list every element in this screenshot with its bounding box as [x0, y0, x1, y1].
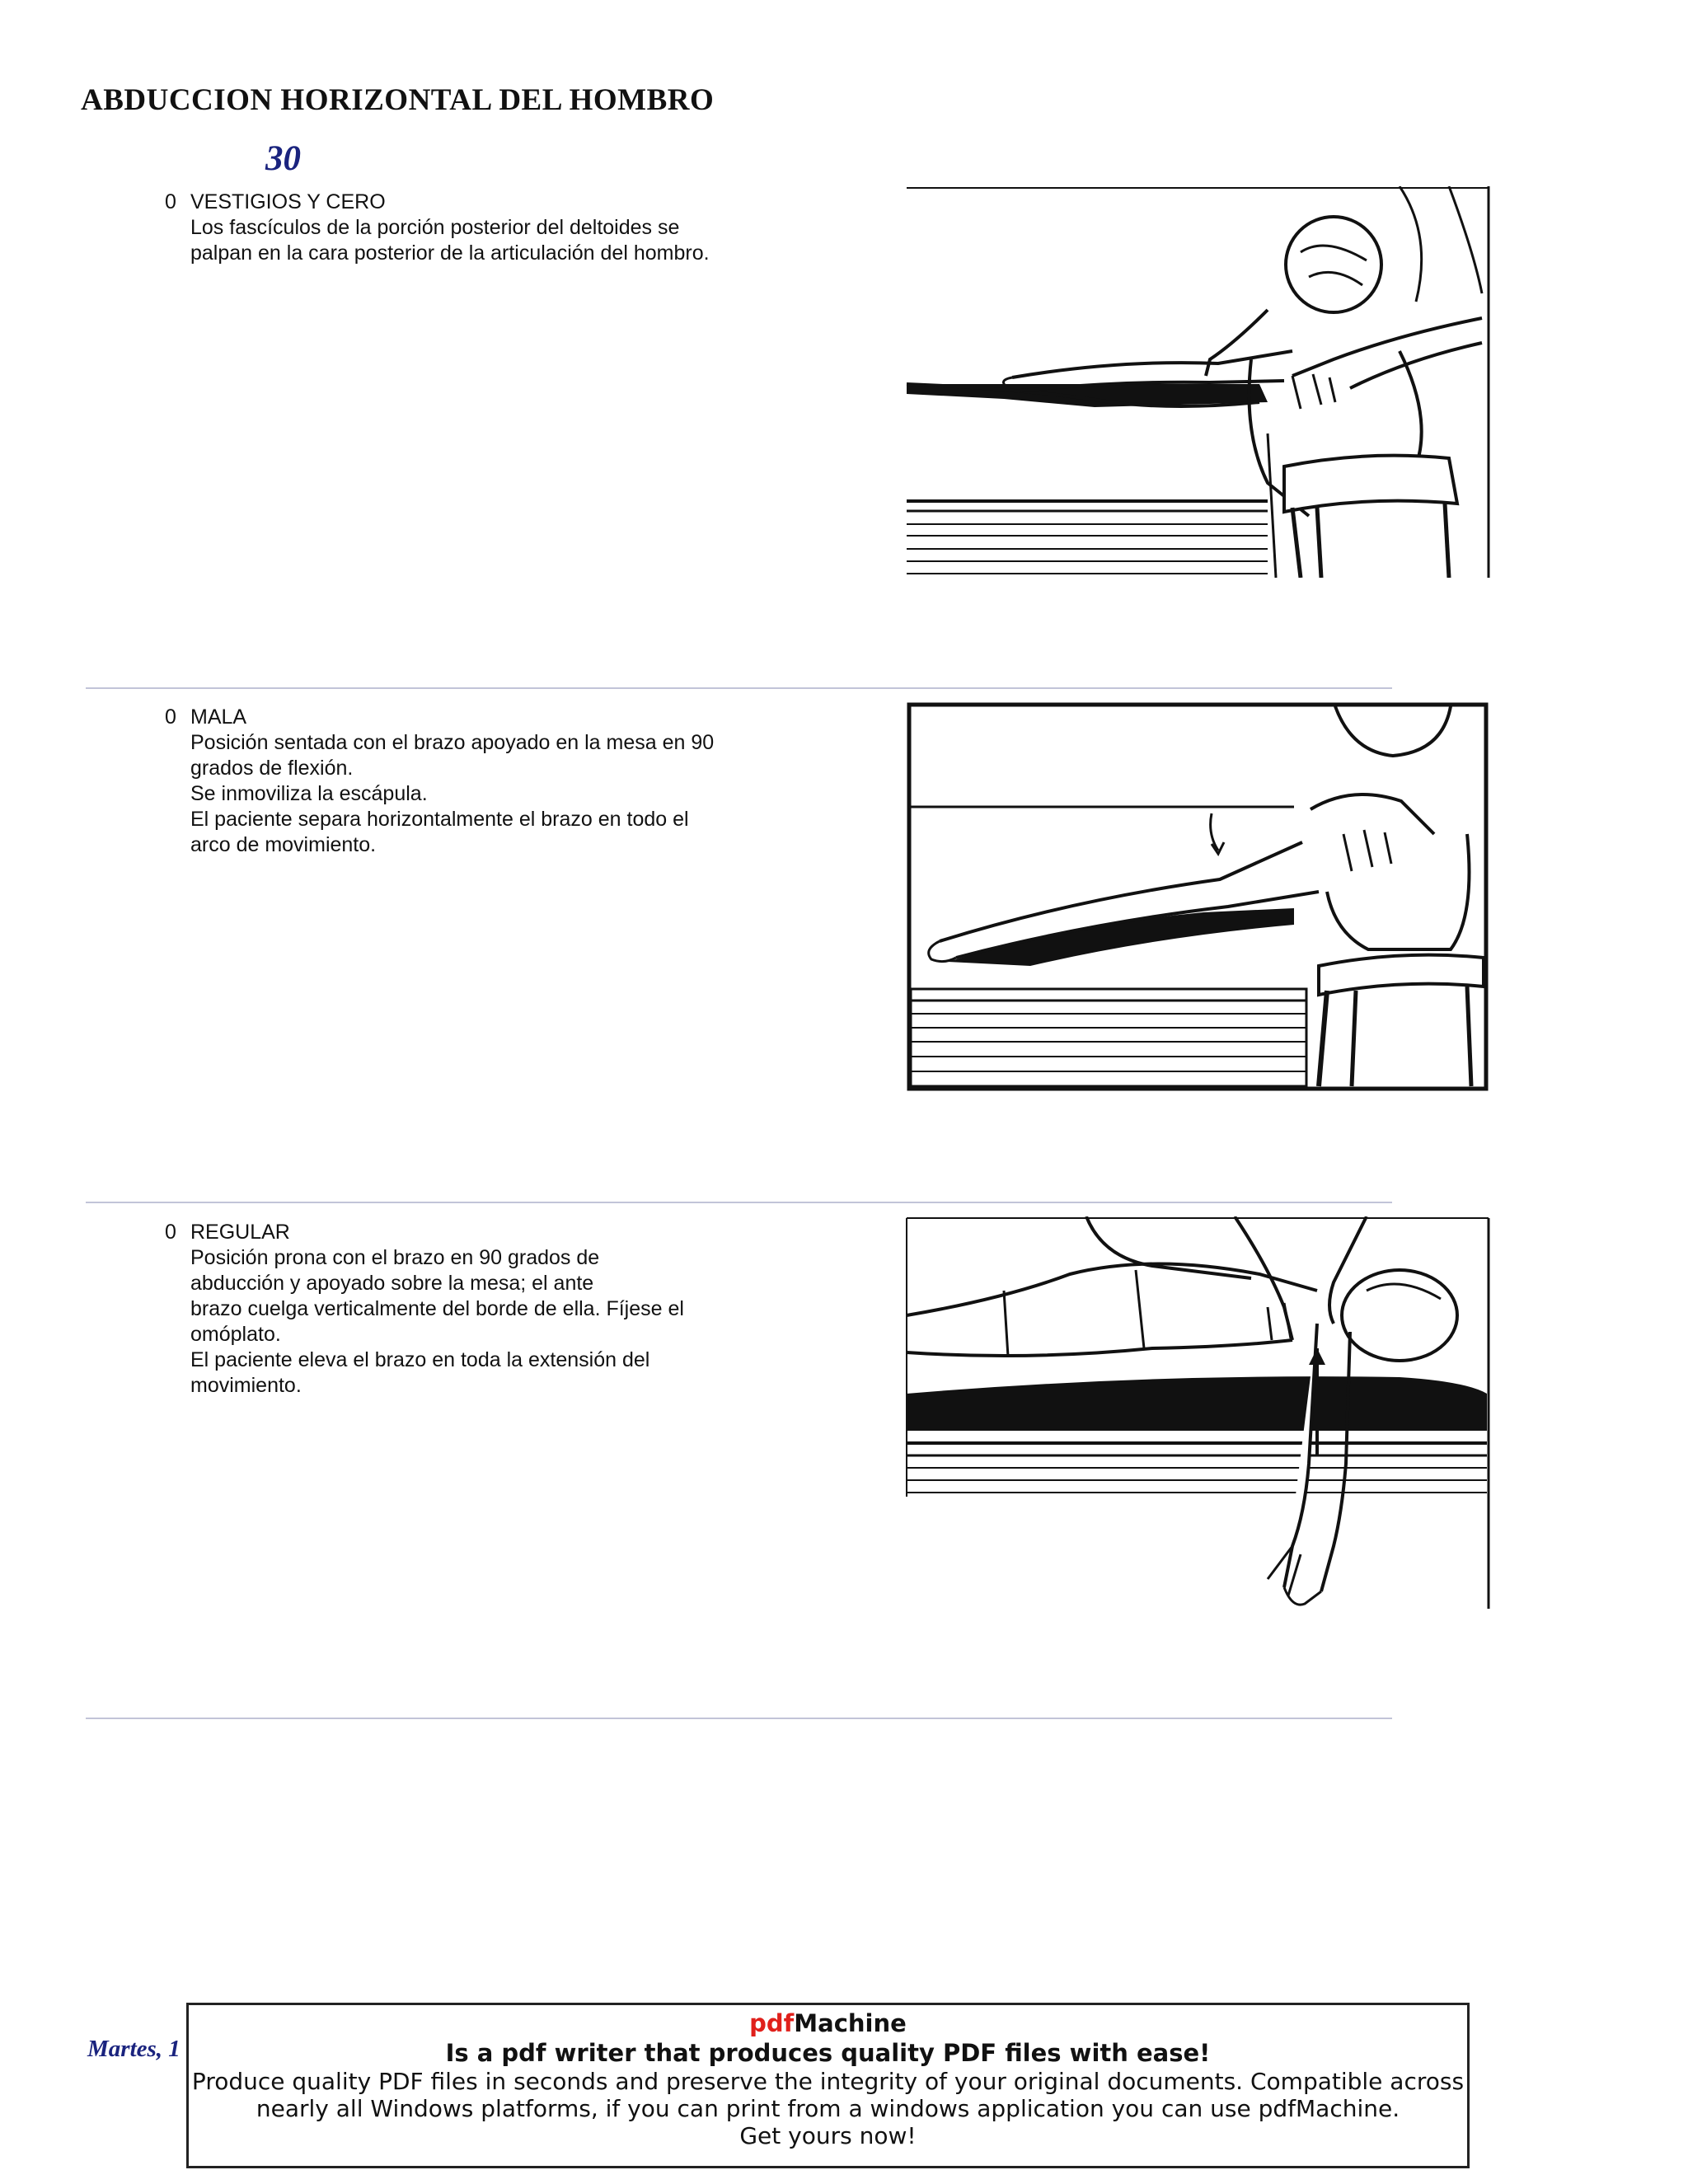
illustration-horizontal-abduction [907, 702, 1489, 1091]
section-vestigios [165, 190, 791, 266]
description-line: El paciente eleva el brazo en toda la extensión del [190, 1348, 650, 1371]
ad-brand-prefix: pdf [749, 2009, 795, 2037]
footer-date: Martes, 1 [87, 2036, 181, 2062]
description-line: omóplato. [190, 1323, 281, 1346]
description-line: Posición sentada con el brazo apoyado en la mesa en 90 [190, 731, 715, 754]
description-line: El paciente separa horizontalmente el brazo en todo el [190, 808, 689, 831]
description-line: Los fascículos de la porción posterior del deltoides se [190, 216, 680, 239]
grade-number: 0 [165, 190, 176, 213]
description-line: Se inmoviliza la escápula. [190, 782, 428, 805]
description-line: brazo cuelga verticalmente del borde de ella. Fíjese el [190, 1297, 684, 1320]
grade-number: 0 [165, 705, 176, 729]
ad-call-to-action[interactable]: Get yours now! [739, 2122, 917, 2149]
ad-body-line: Produce quality PDF files in seconds and preserve the integrity of your original documents. Compatible across [191, 2068, 1465, 2095]
description-line: Posición prona con el brazo en 90 grados de [190, 1246, 600, 1269]
ad-headline: Is a pdf writer that produces quality PDF files with ease! [445, 2039, 1211, 2067]
grade-label: VESTIGIOS Y CERO [190, 190, 386, 213]
page-number: 30 [265, 139, 301, 178]
grade-number: 0 [165, 1221, 176, 1244]
description-line: palpan en la cara posterior de la articulación del hombro. [190, 241, 710, 265]
section-mala [165, 705, 791, 858]
section-divider [86, 687, 1392, 689]
section-regular [165, 1220, 791, 1399]
description-line: abducción y apoyado sobre la mesa; el ante [190, 1272, 594, 1295]
description-line: arco de movimiento. [190, 833, 377, 856]
section-divider [86, 1718, 1392, 1719]
illustration-prone-arm-elevation [905, 1216, 1490, 1609]
ad-body-line: nearly all Windows platforms, if you can print from a windows application you can use pdfMachine. [256, 2095, 1400, 2122]
description-line: movimiento. [190, 1374, 302, 1397]
illustration-seated-palpation [905, 186, 1490, 578]
ad-brand-suffix: Machine [794, 2009, 907, 2037]
ad-brand [189, 2008, 1467, 2038]
pdfmachine-banner[interactable] [186, 2003, 1470, 2168]
page-title: ABDUCCION HORIZONTAL DEL HOMBRO [81, 83, 715, 117]
grade-label: REGULAR [190, 1221, 290, 1244]
description-line: grados de flexión. [190, 757, 354, 780]
section-divider [86, 1202, 1392, 1203]
grade-label: MALA [190, 705, 247, 729]
